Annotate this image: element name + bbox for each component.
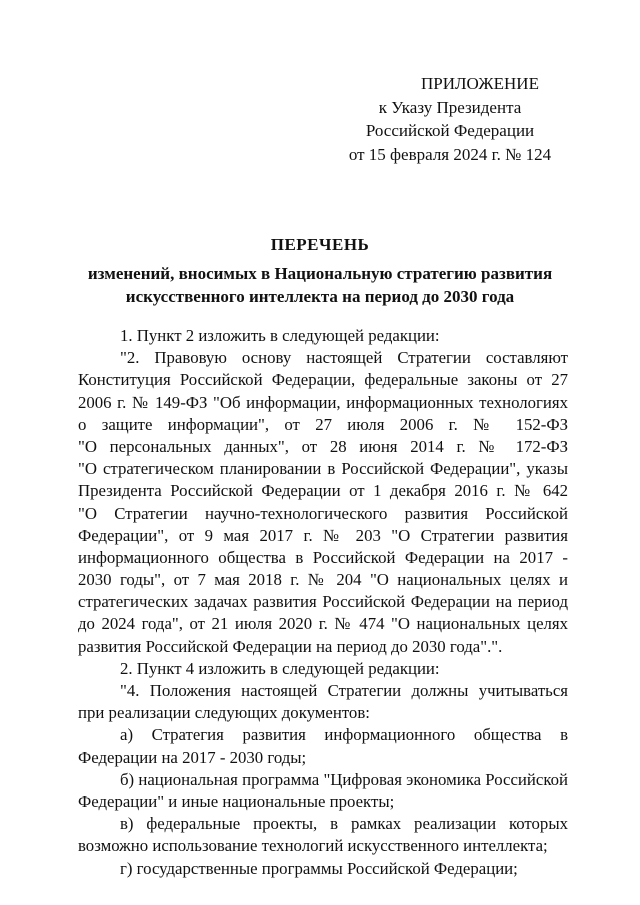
body-text-line: г) государственные программы Российской Федерации; <box>120 858 518 878</box>
body-text-line: Федерации", от 9 мая 2017 г. № 203 "О Стратегии развития <box>78 525 568 545</box>
body-text-line: Федерации" и иные национальные проекты; <box>78 791 395 811</box>
body-text-line: Конституция Российской Федерации, федеральные законы от 27 <box>78 370 568 390</box>
body-text-line: Президента Российской Федерации от 1 декабря 2016 г. № 642 <box>78 481 568 501</box>
body-text-line: б) национальная программа "Цифровая экономика Российской <box>120 769 568 789</box>
appendix-line: от 15 февраля 2024 г. № 124 <box>348 144 552 164</box>
document-body <box>78 325 568 880</box>
document-title: ПЕРЕЧЕНЬ <box>270 235 370 254</box>
body-text-line: до 2024 года", от 21 июля 2020 г. № 474 "О национальных целях <box>78 614 568 634</box>
body-text-line: а) Стратегия развития информационного общества в <box>120 725 568 745</box>
body-text-line: при реализации следующих документов: <box>78 703 370 723</box>
body-text-line: 2. Пункт 4 изложить в следующей редакции: <box>120 658 440 678</box>
appendix-line: к Указу Президента <box>378 97 522 117</box>
body-text-line: 1. Пункт 2 изложить в следующей редакции: <box>120 326 440 345</box>
body-text-line: информационного общества в Российской Федерации на 2017 - <box>78 547 568 567</box>
body-text-line: "О стратегическом планировании в Российской Федерации", указы <box>78 459 568 479</box>
document-subtitle-line: изменений, вносимых в Национальную стратегию развития <box>87 264 553 283</box>
body-text-line: "4. Положения настоящей Стратегии должны учитываться <box>120 681 568 700</box>
body-text-line: "О Стратегии научно-технологического развития Российской <box>78 503 568 523</box>
appendix-heading: ПРИЛОЖЕНИЕ <box>421 74 539 93</box>
document-subtitle-line: искусственного интеллекта на период до 2030 года <box>125 287 515 306</box>
body-text-line: "2. Правовую основу настоящей Стратегии составляют <box>120 348 568 368</box>
body-text-line: "О персональных данных", от 28 июня 2014 г. № 172-ФЗ <box>78 436 568 456</box>
body-text-line: стратегических задачах развития Российской Федерации на период <box>78 592 568 612</box>
body-text-line: возможно использование технологий искусственного интеллекта; <box>78 836 548 856</box>
body-text-line: 2006 г. № 149-ФЗ "Об информации, информационных технологиях <box>78 392 568 412</box>
document-title-block <box>70 233 570 308</box>
body-text-line: Федерации на 2017 - 2030 годы; <box>78 747 307 767</box>
appendix-block <box>330 72 570 166</box>
body-text-line: развития Российской Федерации на период до 2030 года".". <box>78 636 503 656</box>
appendix-line: Российской Федерации <box>365 121 535 140</box>
body-text-line: 2030 годы", от 7 мая 2018 г. № 204 "О национальных целях и <box>78 570 568 590</box>
body-text-line: в) федеральные проекты, в рамках реализации которых <box>120 814 568 834</box>
body-text-line: о защите информации", от 27 июля 2006 г. № 152-ФЗ <box>78 414 568 434</box>
